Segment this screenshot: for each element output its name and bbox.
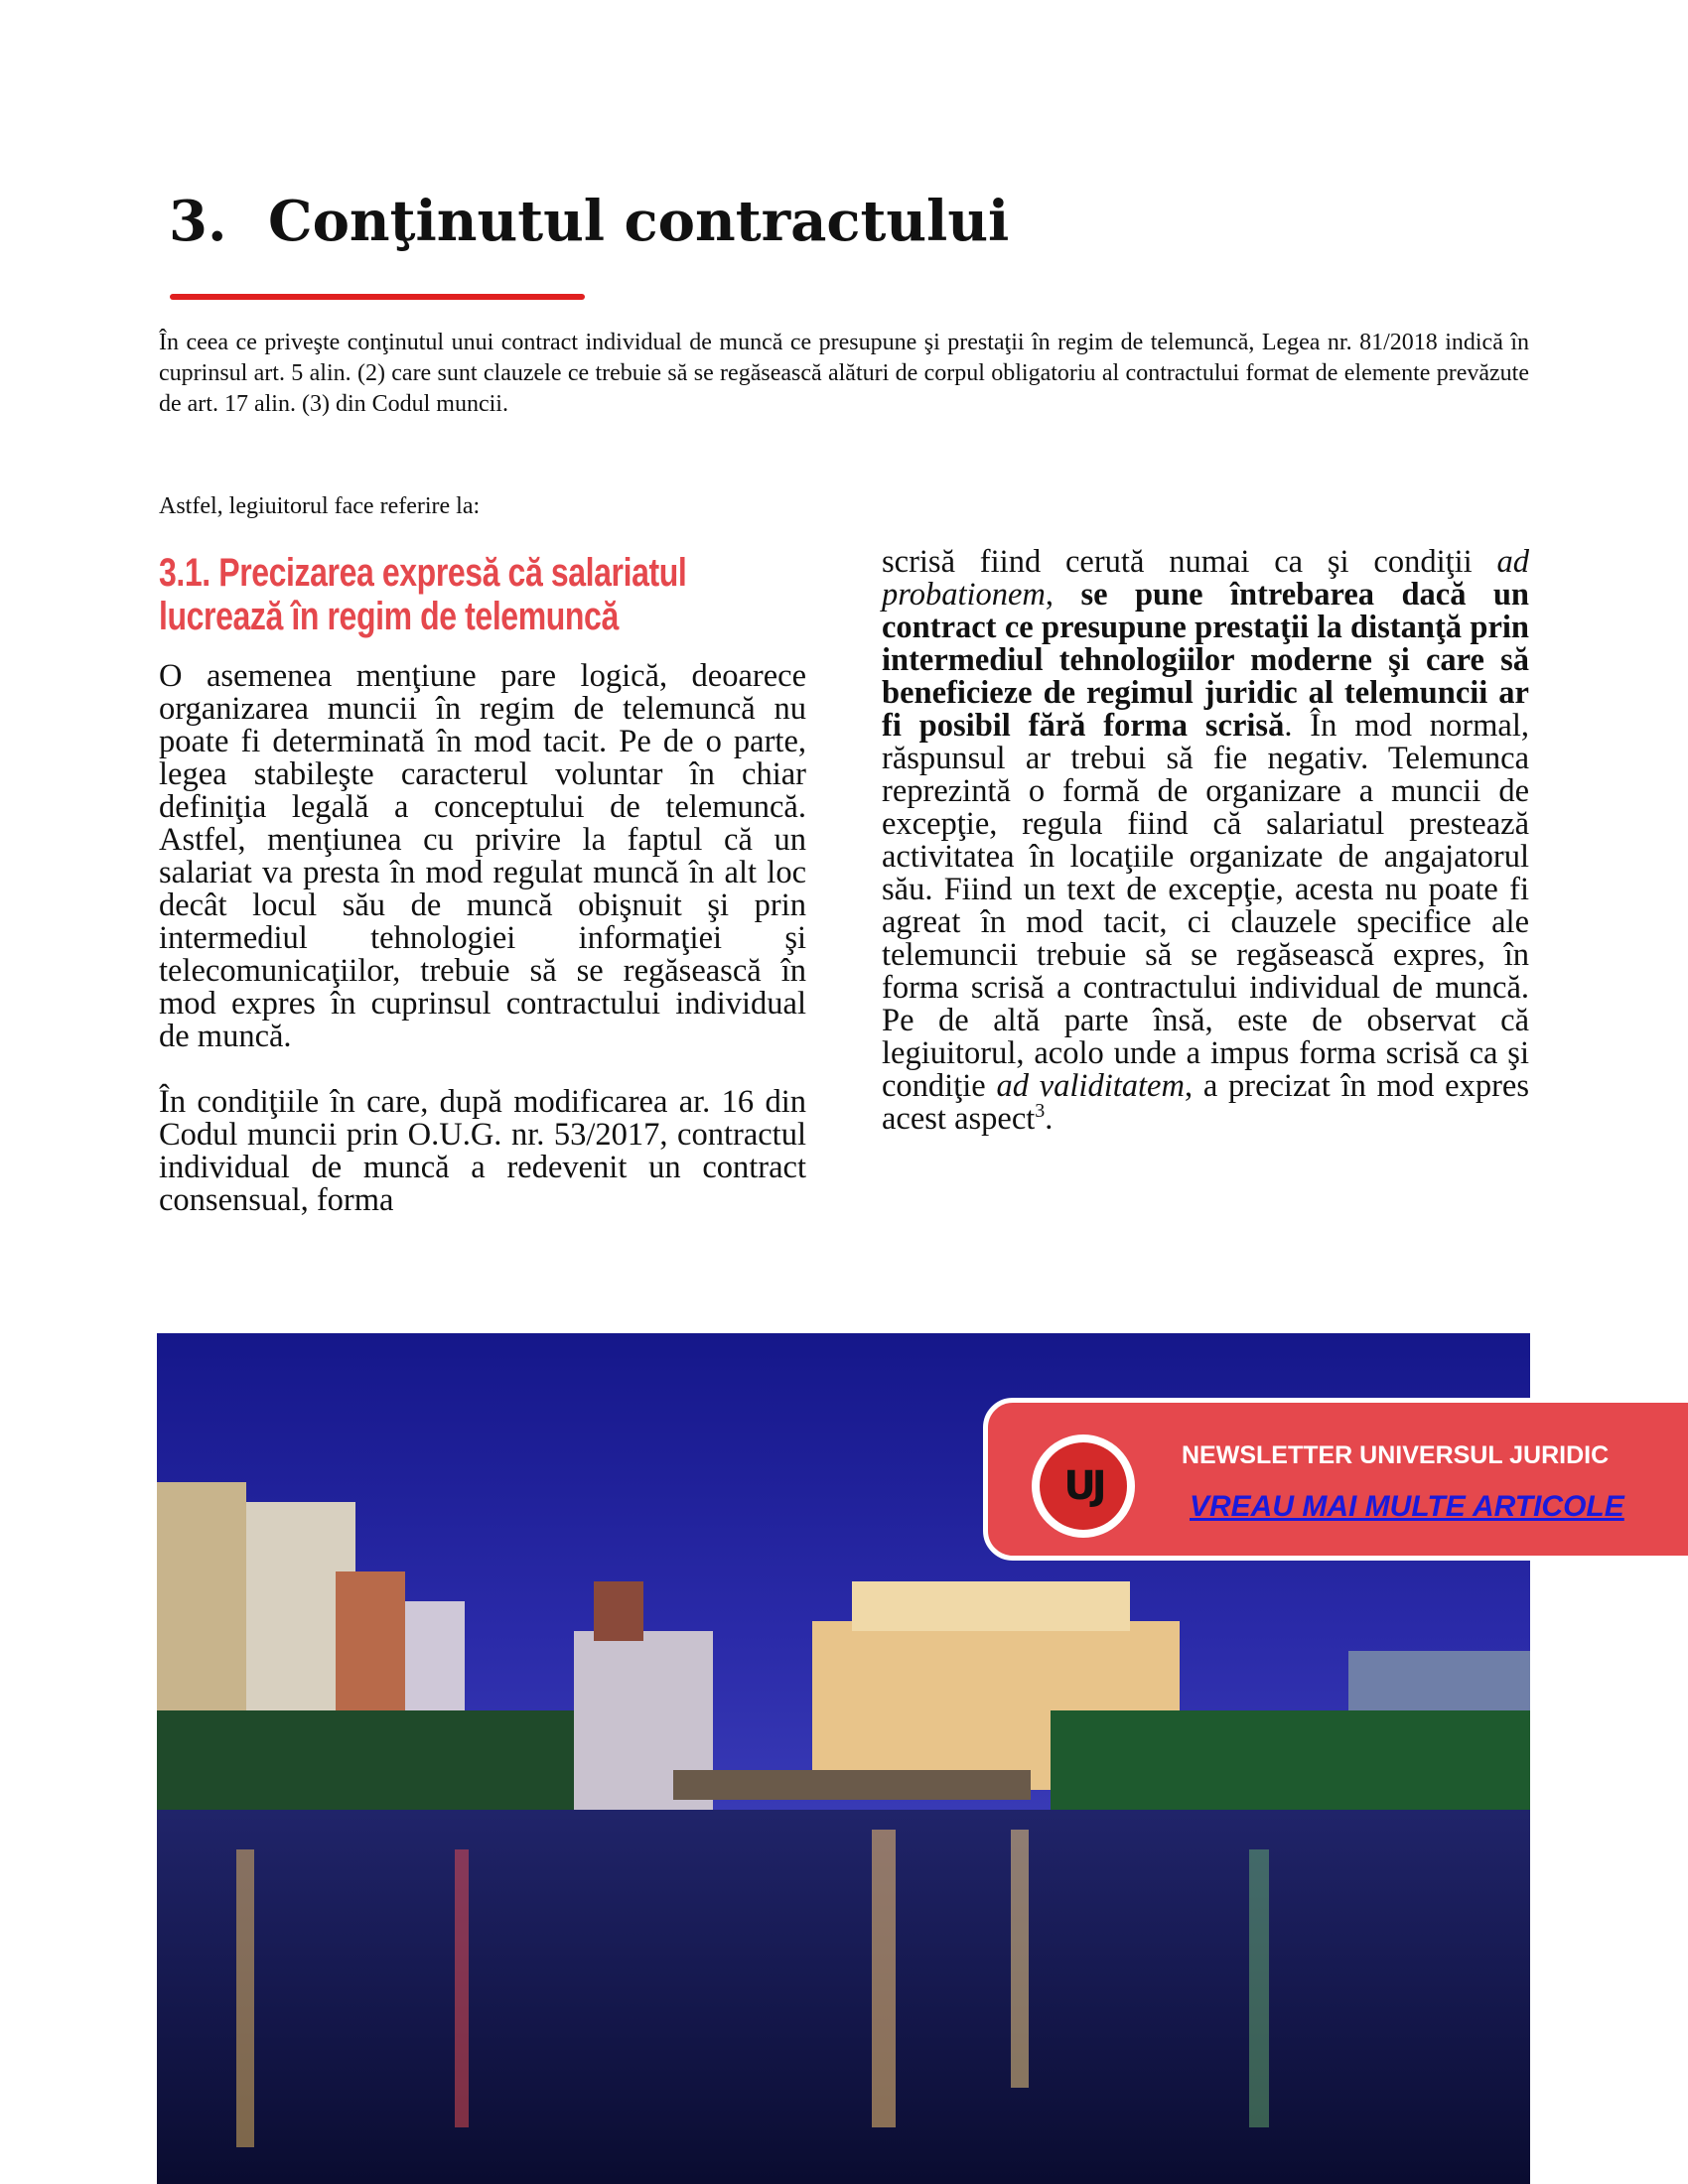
italic-term: ad probationem	[882, 544, 1529, 613]
lead-sentence: Astfel, legiuitorul face referire la:	[159, 493, 481, 519]
logo-letters: UJ	[1063, 1463, 1103, 1509]
footnote-reference[interactable]: 3	[1035, 1100, 1046, 1123]
text-run: , a precizat în mod expres acest aspect	[882, 1068, 1529, 1137]
left-column	[159, 551, 806, 1217]
section-heading	[169, 187, 1009, 256]
intro-paragraph: În ceea ce priveşte conţinutul unui contract individual de muncă ce presupune şi prestaţii în regim de telemuncă, Legea nr. 81/2018 indică în cuprinsul art. 5 alin. (2) care sunt clauzele ce trebuie să se regăsească alături de corpul obligatoriu al contractului format de elemente prevăzute de art. 17 alin. (3) din Codul muncii.	[159, 330, 1529, 417]
section-number: 3.	[169, 189, 227, 254]
text-run: ,	[1045, 577, 1081, 613]
newsletter-banner[interactable]	[983, 1398, 1688, 1561]
heading-underline	[170, 294, 585, 300]
text-run: . În mod normal, răspunsul ar trebui să fie negativ. Telemunca reprezintă o formă de organizare a muncii de excepţie, regula fiind că salariatul prestează activitatea în locaţiile organizate de angajatorul său. Fiind un text de excepţie, acesta nu poate fi agreat în mod tacit, ci clauzele specifice ale telemuncii trebuie să se regăsească expres, în forma scrisă a contractului individual de muncă. Pe de altă parte însă, este de observat că legiuitorul, acolo unde a impus forma scrisă ca şi condiţie	[882, 708, 1529, 1104]
text-run: scrisă fiind cerută numai ca şi condiţii	[882, 544, 1497, 580]
right-column	[882, 546, 1529, 1136]
bold-question: se pune întrebarea dacă un contract ce presupune prestaţii la distanţă prin intermediul tehnologiilor moderne şi care să beneficieze de regimul juridic al telemuncii ar fi posibil fără forma scrisă	[882, 577, 1530, 744]
more-articles-link[interactable]: VREAU MAI MULTE ARTICOLE	[1190, 1490, 1624, 1523]
subsection-heading: 3.1. Precizarea expresă că salariatul lucrează în regim de telemuncă	[159, 551, 687, 638]
body-paragraph-2: În condiţiile în care, după modificarea ar. 16 din Codul muncii prin O.U.G. nr. 53/2017, contractul individual de muncă a redevenit un contract consensual, forma	[159, 1084, 806, 1218]
body-paragraph-1: O asemenea menţiune pare logică, deoarece organizarea muncii în regim de telemuncă nu poate fi determinată în mod tacit. Pe de o parte, legea stabileşte caracterul voluntar în chiar definiţia legală a conceptului de telemuncă. Astfel, menţiunea cu privire la faptul că un salariat va presta în mod regulat muncă în alt loc decât locul său de muncă obişnuit şi prin intermediul tehnologiei informaţiei şi telecomunicaţiilor, trebuie să se regăsească în mod expres în cuprinsul contractului individual de muncă.	[159, 658, 806, 1054]
body-paragraph-continued	[882, 546, 1529, 1136]
section-title: Conţinutul contractului	[268, 189, 1010, 254]
universul-juridic-logo	[1032, 1434, 1135, 1538]
italic-term: ad validitatem	[996, 1068, 1185, 1104]
newsletter-title: NEWSLETTER UNIVERSUL JURIDIC	[1182, 1441, 1610, 1469]
text-run: .	[1045, 1101, 1054, 1137]
